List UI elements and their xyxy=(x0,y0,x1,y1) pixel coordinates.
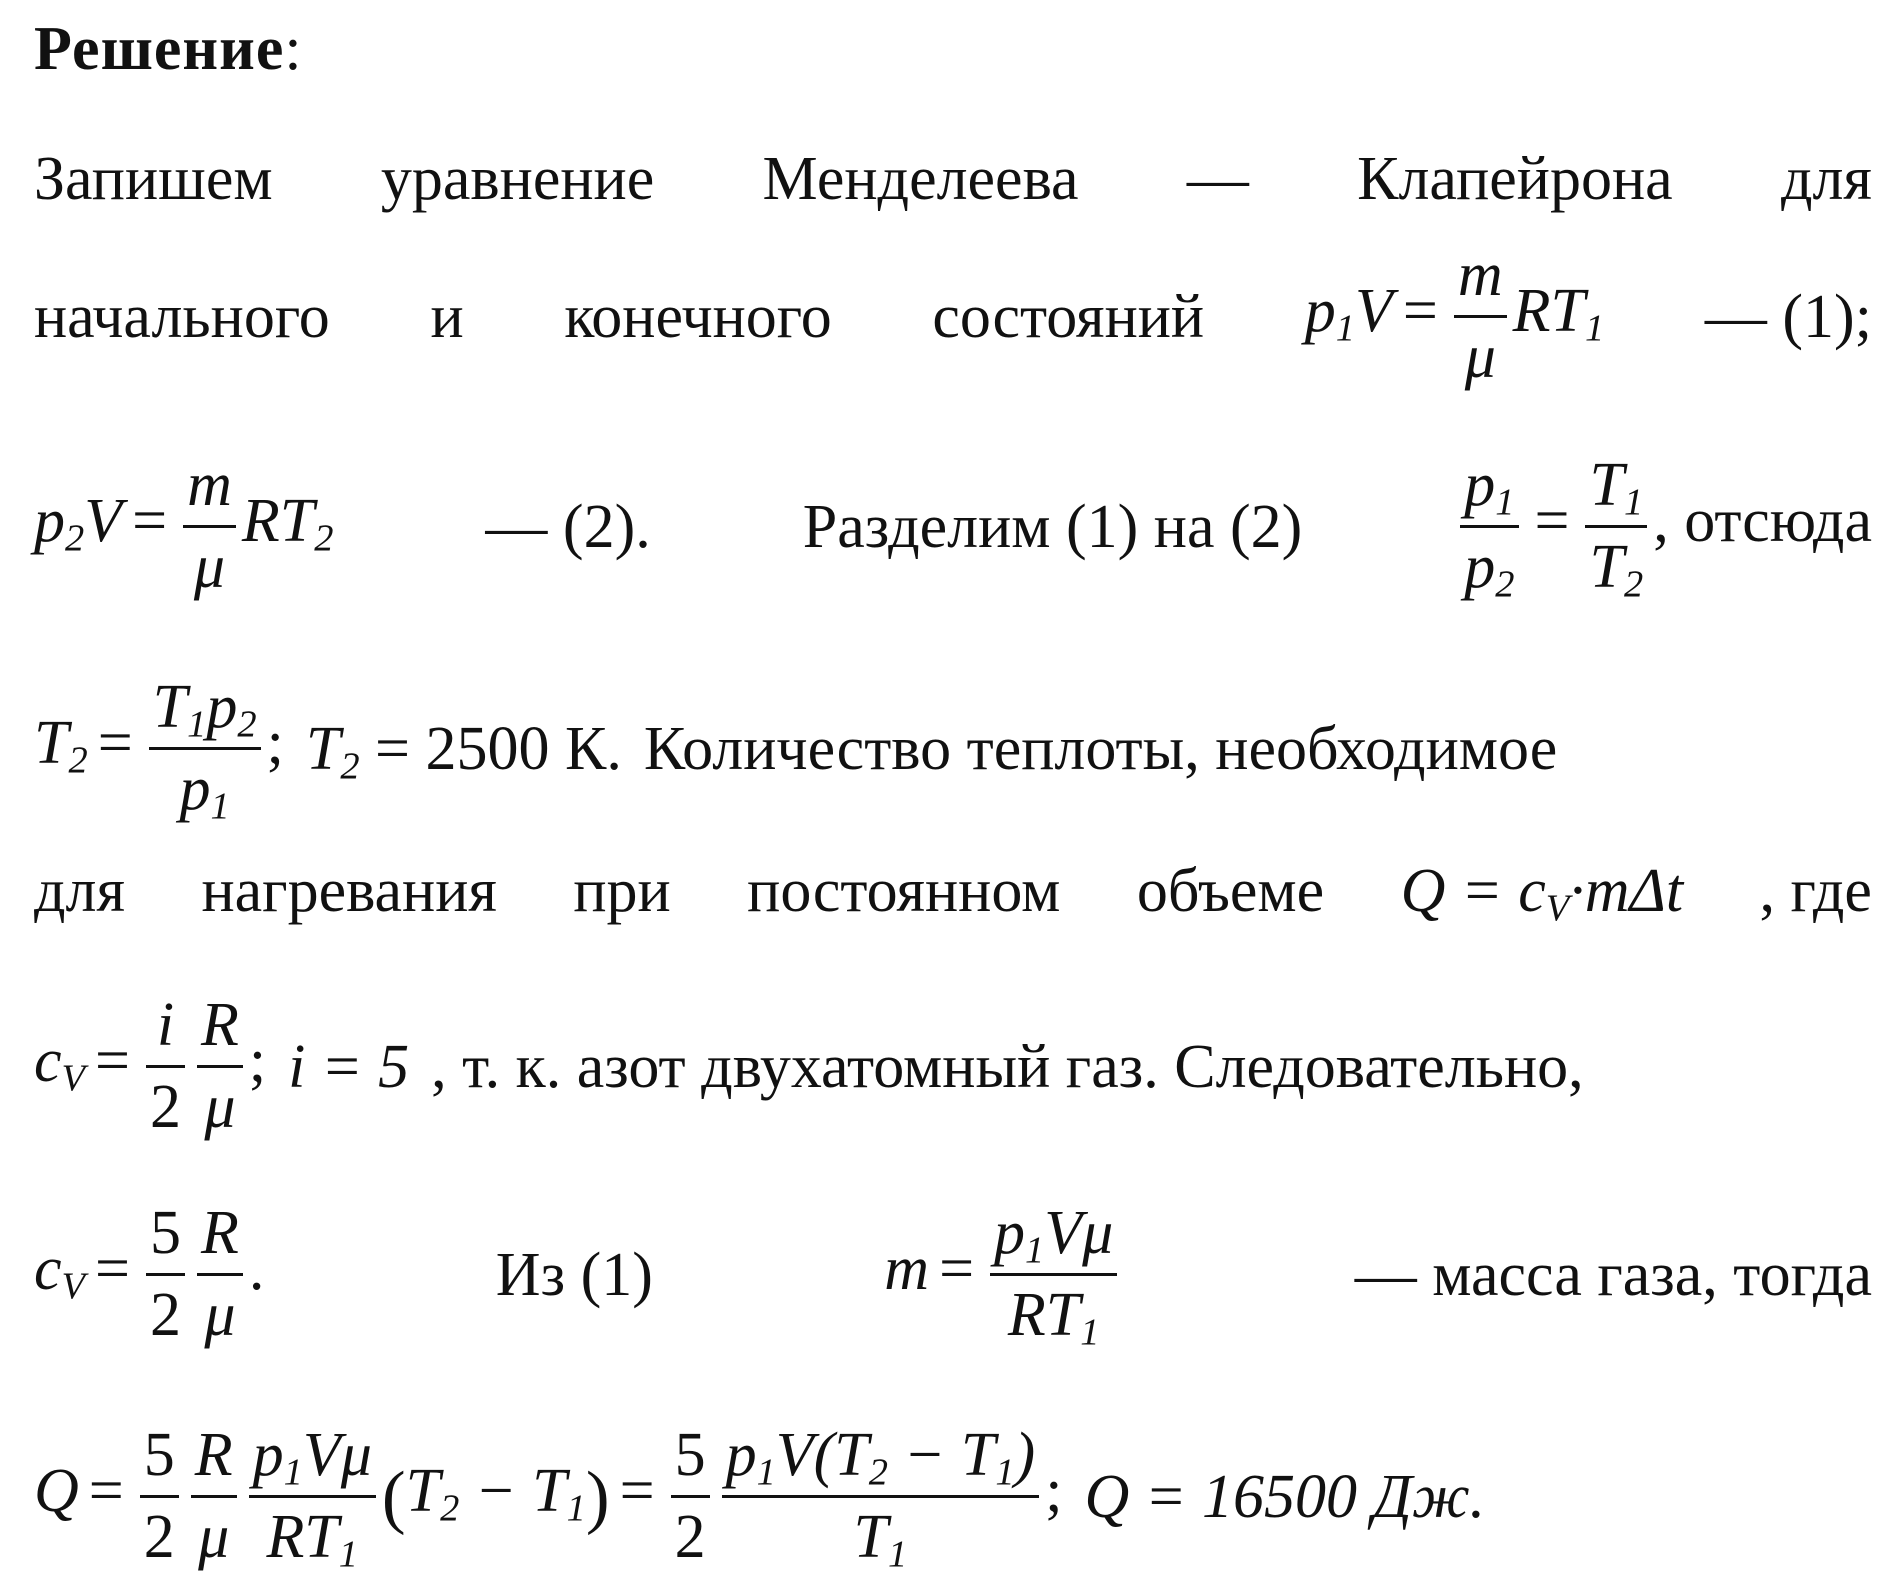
ratio-equation: $\frac{p_1}{p_2}$ = $\frac{T_1}{T_2}$ , отсюда xyxy=(1454,450,1872,604)
mass-formula: m = $\frac{p_1V\mu}{RT_1}$ xyxy=(884,1198,1123,1352)
equation-1-ref: — (1); xyxy=(1704,282,1872,351)
mass-text: — масса газа, тогда xyxy=(1354,1240,1872,1309)
word: Запишем xyxy=(34,145,273,213)
word: для xyxy=(1780,145,1872,213)
word: объеме xyxy=(1136,857,1325,925)
text-line-2 xyxy=(34,240,1872,394)
text-line-6 xyxy=(34,990,1872,1144)
word: нагревания xyxy=(201,857,497,925)
heading-colon: : xyxy=(284,15,303,83)
text-line-8 xyxy=(34,1420,1872,1574)
gas-text: , т. к. азот двухатомный газ. Следовательно, xyxy=(431,1032,1584,1101)
equation-2: $p_2V$ = $\frac{m}{\mu}$ $RT_2$ xyxy=(34,451,334,602)
equation-2-ref: — (2). xyxy=(485,492,651,561)
t2-formula: $T_2$ = $\frac{T_1p_2}{p_1}$ ; xyxy=(34,673,284,828)
divide-text: Разделим (1) на (2) xyxy=(802,492,1303,561)
final-result: Q = 16500 Дж. xyxy=(1084,1462,1486,1531)
word: конечного xyxy=(564,282,832,351)
where-text: , где xyxy=(1759,857,1872,925)
word: Клапейрона xyxy=(1357,145,1673,213)
final-formula: Q = $\frac{5}{2}$ $\frac{R}{\mu}$ $\frac{p_1V\mu}{RT_1}$ $(T_2 - T_1)$ = $\frac{5}{2}$ $\frac{p_1V(T_2 - T_1)}{T_1}$ ; xyxy=(34,1421,1063,1576)
text-line-7 xyxy=(34,1198,1872,1352)
solution-heading xyxy=(34,14,303,85)
i-value: i = 5 xyxy=(288,1032,410,1101)
text-line-5 xyxy=(34,857,1872,930)
word: и xyxy=(430,282,464,351)
t2-result: $T_2 = 2500$ К. xyxy=(305,714,622,788)
word: начального xyxy=(34,282,330,351)
from-text: Из (1) xyxy=(495,1240,653,1309)
word: состояний xyxy=(932,282,1205,351)
text-line-4 xyxy=(34,672,1872,826)
word: постоянном xyxy=(747,857,1061,925)
heat-text: Количество теплоты, необходимое xyxy=(643,714,1558,783)
word: уравнение xyxy=(380,145,655,213)
word: — xyxy=(1186,145,1249,213)
cv-value-formula: $c_V$ = $\frac{5}{2}$ $\frac{R}{\mu}$ . xyxy=(34,1199,265,1350)
hence-text: , отсюда xyxy=(1653,487,1872,556)
text-line-1 xyxy=(34,145,1872,213)
text-line-3 xyxy=(34,450,1872,604)
word: для xyxy=(34,857,126,925)
heading-word: Решение xyxy=(34,15,285,83)
cv-formula: $c_V$ = $\frac{i}{2}$ $\frac{R}{\mu}$ ; xyxy=(34,991,267,1142)
word: при xyxy=(573,857,671,925)
equation-1: $p_1V$ = $\frac{m}{\mu}$ $RT_1$ xyxy=(1304,241,1605,392)
heat-equation: $Q = c_V\cdot m\Delta t$ xyxy=(1400,857,1684,930)
word: Менделеева xyxy=(762,145,1079,213)
